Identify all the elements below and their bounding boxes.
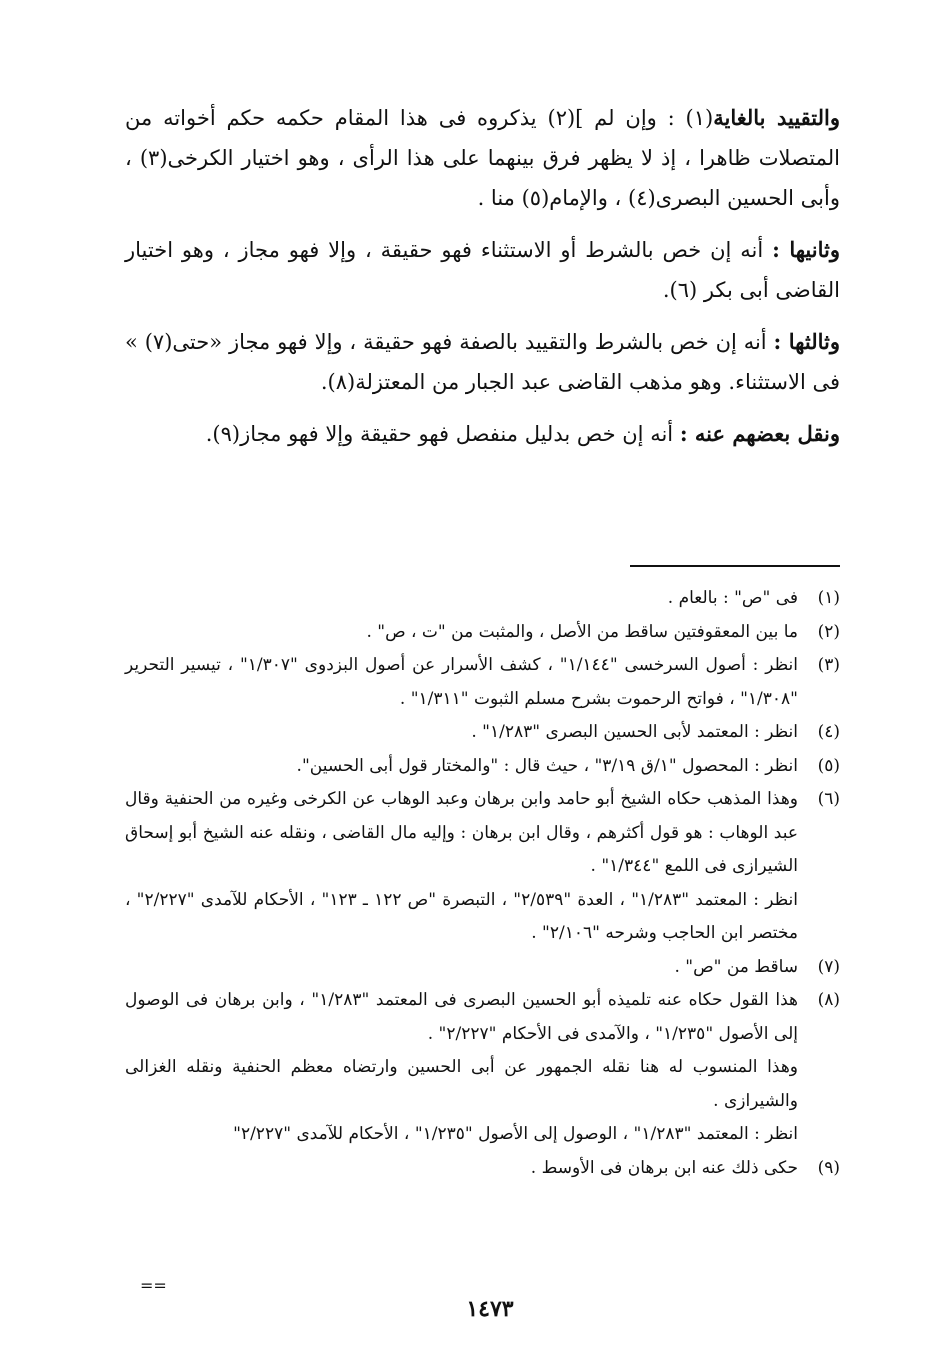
footnote-text: وهذا المذهب حكاه الشيخ أبو حامد وابن برهان وعبد الوهاب عن الكرخى وغيره من الحنفية وقال عبد الوهاب : هو قول أكثرهم ، وقال ابن برهان : وإليه مال القاضى ، ونقله عنه الشيخ أبو إسحاق الشيرازى فى اللمع "١/٣٤٤" . [125, 789, 798, 876]
footnote-number: (٥) [817, 755, 840, 776]
footnote-divider [630, 565, 840, 567]
footnote-continuation: انظر : المعتمد "١/٢٨٣" ، العدة "٢/٥٣٩" ، التبصرة "ص ١٢٢ ـ ١٢٣" ، الأحكام للآمدى "٢/٢٢٧" ، مختصر ابن الحاجب وشرحه "٢/١٠٦" . [125, 889, 798, 943]
footnote-number: (٩) [817, 1157, 840, 1178]
footnote-text: ساقط من "ص" . [674, 956, 798, 977]
paragraph-heading: وثالثها : [773, 329, 840, 354]
footnote-number: (٨) [817, 990, 840, 1010]
paragraph-text: (١) : وإن لم ](٢) يذكروه فى هذا المقام حكمه حكم أخواته من المتصلات ظاهرا ، إذ لا يظهر فرق بينهما على هذا الرأى ، وهو اختيار الكرخى(٣) ، وأبى الحسين البصرى(٤) ، والإمام(٥) منا . [125, 106, 840, 210]
footnote [125, 616, 840, 650]
paragraph-2 [125, 230, 840, 310]
page-number: ١٤٧٣ [466, 1296, 514, 1322]
footnote-continuation: وهذا المنسوب له هنا نقله الجمهور عن أبى الحسين وارتضاه معظم الحنفية ونقله الغزالى والشيرازى . [125, 1057, 798, 1111]
footnote-text: هذا القول حكاه عنه تلميذه أبو الحسين البصرى فى المعتمد "١/٢٨٣" ، وابن برهان فى الوصول إلى الأصول "١/٢٣٥" ، والآمدى فى الأحكام "٢/٢٢٧" . [125, 990, 798, 1044]
paragraph-heading: وثانيها : [772, 237, 840, 262]
footnote-number: (١) [817, 588, 840, 608]
footnote-continuation: انظر : المعتمد "١/٢٨٣" ، الوصول إلى الأصول "١/٢٣٥" ، الأحكام للآمدى "٢/٢٢٧" [233, 1124, 798, 1144]
footnote [125, 716, 840, 750]
paragraph-text: أنه إن خص بالشرط أو الاستثناء فهو حقيقة ، وإلا فهو مجاز ، وهو اختيار القاضى أبى بكر (٦). [125, 238, 840, 302]
footnote [125, 1152, 840, 1186]
paragraph-heading: والتقييد بالغاية [713, 105, 840, 130]
footnote-number: (٤) [817, 722, 840, 742]
footnote [125, 582, 840, 616]
paragraph-heading: ونقل بعضهم عنه : [679, 421, 840, 446]
footnote [125, 783, 840, 884]
footnote-number: (٢) [817, 621, 840, 642]
footnote-text: ما بين المعقوفتين ساقط من الأصل ، والمثبت من "ت ، ص" . [366, 621, 798, 642]
footnotes [125, 582, 840, 1185]
footnote-text: فى "ص" : بالعام . [667, 588, 798, 608]
paragraph-text: أنه إن خص بدليل منفصل فهو حقيقة وإلا فهو مجاز(٩). [205, 422, 674, 446]
footnote-text: انظر : أصول السرخسى "١/١٤٤" ، كشف الأسرار عن أصول البزدوى "١/٣٠٧" ، تيسير التحرير "١/٣٠٨" ، فواتح الرحموت بشرح مسلم الثبوت "١/٣١١" . [125, 655, 798, 709]
footnote-number: (٣) [817, 655, 840, 675]
footnote-text: حكى ذلك عنه ابن برهان فى الأوسط . [530, 1157, 798, 1178]
paragraph-text: أنه إن خص بالشرط والتقييد بالصفة فهو حقيقة ، وإلا فهو مجاز «حتى(٧) » فى الاستثناء. وهو مذهب القاضى عبد الجبار من المعتزلة(٨). [125, 330, 840, 394]
footnote-number: (٧) [817, 956, 840, 977]
footnote-text: انظر : المعتمد لأبى الحسين البصرى "١/٢٨٣" . [471, 722, 798, 742]
main-text [125, 98, 840, 466]
corner-mark: == [140, 1276, 167, 1295]
footnote-number: (٦) [817, 789, 840, 809]
footnote-text: انظر : المحصول "١/ق ٣/١٩" ، حيث قال : "والمختار قول أبى الحسين". [296, 755, 798, 776]
paragraph-1 [125, 98, 840, 218]
paragraph-4 [125, 414, 840, 454]
footnote [125, 984, 840, 1051]
footnote [125, 750, 840, 784]
footnote [125, 649, 840, 716]
paragraph-3 [125, 322, 840, 402]
footnote [125, 951, 840, 985]
